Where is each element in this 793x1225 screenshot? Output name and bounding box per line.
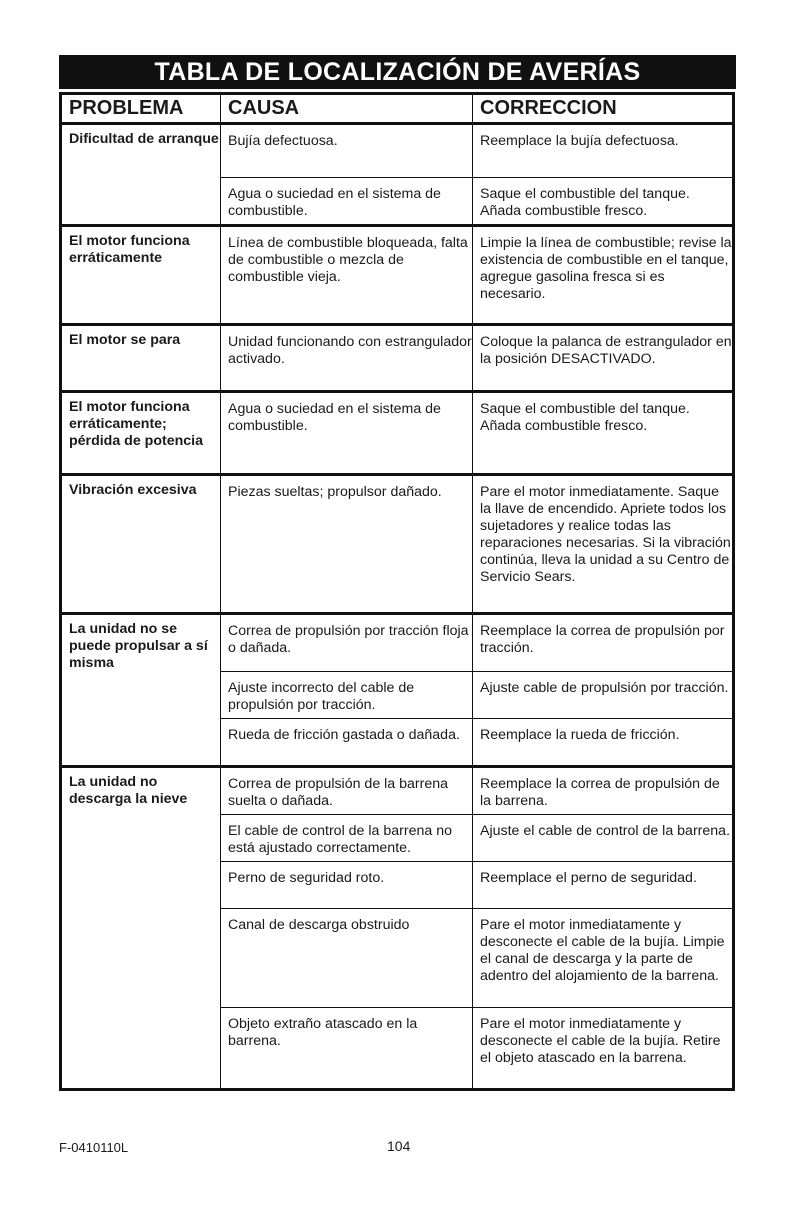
problem-cell: El motor funciona erráticamente	[61, 226, 221, 325]
correction-cell: Ajuste el cable de control de la barrena.	[473, 815, 734, 862]
problem-cell: La unidad no se puede propulsar a sí misma	[61, 614, 221, 767]
correction-cell: Saque el combustible del tanque. Añada combustible fresco.	[473, 178, 734, 226]
correction-cell: Saque el combustible del tanque. Añada combustible fresco.	[473, 392, 734, 475]
cause-cell: Unidad funcionando con estrangulador activado.	[221, 325, 473, 392]
correction-cell: Pare el motor inmediatamente y desconecte el cable de la bujía. Limpie el canal de descarga y la parte de adentro del alojamiento de la barrena.	[473, 909, 734, 1008]
correction-cell: Ajuste cable de propulsión por tracción.	[473, 672, 734, 719]
correction-cell: Reemplace la correa de propulsión por tracción.	[473, 614, 734, 672]
table-header-row	[61, 94, 734, 124]
correction-cell: Limpie la línea de combustible; revise la existencia de combustible en el tanque, agregue gasolina fresca si es necesario.	[473, 226, 734, 325]
correction-cell: Pare el motor inmediatamente y desconecte el cable de la bujía. Retire el objeto atascado en la barrena.	[473, 1008, 734, 1090]
table-row	[61, 475, 734, 614]
correction-cell: Reemplace la bujía defectuosa.	[473, 124, 734, 178]
page-number: 104	[387, 1138, 411, 1154]
cause-cell: El cable de control de la barrena no está ajustado correctamente.	[221, 815, 473, 862]
problem-cell: Dificultad de arranque	[61, 124, 221, 226]
problem-cell: Vibración excesiva	[61, 475, 221, 614]
cause-cell: Ajuste incorrecto del cable de propulsión por tracción.	[221, 672, 473, 719]
cause-cell: Bujía defectuosa.	[221, 124, 473, 178]
table-row	[61, 392, 734, 475]
cause-cell: Perno de seguridad roto.	[221, 862, 473, 909]
cause-cell: Correa de propulsión por tracción floja o dañada.	[221, 614, 473, 672]
document-code: F-0410110L	[59, 1140, 129, 1155]
correction-cell: Coloque la palanca de estrangulador en la posición DESACTIVADO.	[473, 325, 734, 392]
cause-cell: Piezas sueltas; propulsor dañado.	[221, 475, 473, 614]
table-row	[61, 767, 734, 815]
cause-cell: Canal de descarga obstruido	[221, 909, 473, 1008]
cause-cell: Agua o suciedad en el sistema de combustible.	[221, 178, 473, 226]
troubleshooting-table	[59, 92, 735, 1091]
problem-cell: El motor funciona erráticamente; pérdida de potencia	[61, 392, 221, 475]
cause-cell: Correa de propulsión de la barrena suelta o dañada.	[221, 767, 473, 815]
cause-cell: Agua o suciedad en el sistema de combustible.	[221, 392, 473, 475]
problem-cell: El motor se para	[61, 325, 221, 392]
table-row	[61, 325, 734, 392]
header-problem: PROBLEMA	[61, 94, 221, 124]
correction-cell: Reemplace el perno de seguridad.	[473, 862, 734, 909]
correction-cell: Reemplace la correa de propulsión de la barrena.	[473, 767, 734, 815]
table-row	[61, 124, 734, 178]
header-cause: CAUSA	[221, 94, 473, 124]
header-correction: CORRECCION	[473, 94, 734, 124]
problem-cell: La unidad no descarga la nieve	[61, 767, 221, 1090]
page-title: TABLA DE LOCALIZACIÓN DE AVERÍAS	[59, 55, 736, 89]
correction-cell: Pare el motor inmediatamente. Saque la llave de encendido. Apriete todos los sujetadores y realice todas las reparaciones necesarias. Si la vibración continúa, lleva la unidad a su Centro de Servicio Sears.	[473, 475, 734, 614]
table-row	[61, 226, 734, 325]
cause-cell: Objeto extraño atascado en la barrena.	[221, 1008, 473, 1090]
correction-cell: Reemplace la rueda de fricción.	[473, 719, 734, 767]
cause-cell: Rueda de fricción gastada o dañada.	[221, 719, 473, 767]
table-row	[61, 614, 734, 672]
cause-cell: Línea de combustible bloqueada, falta de combustible o mezcla de combustible vieja.	[221, 226, 473, 325]
